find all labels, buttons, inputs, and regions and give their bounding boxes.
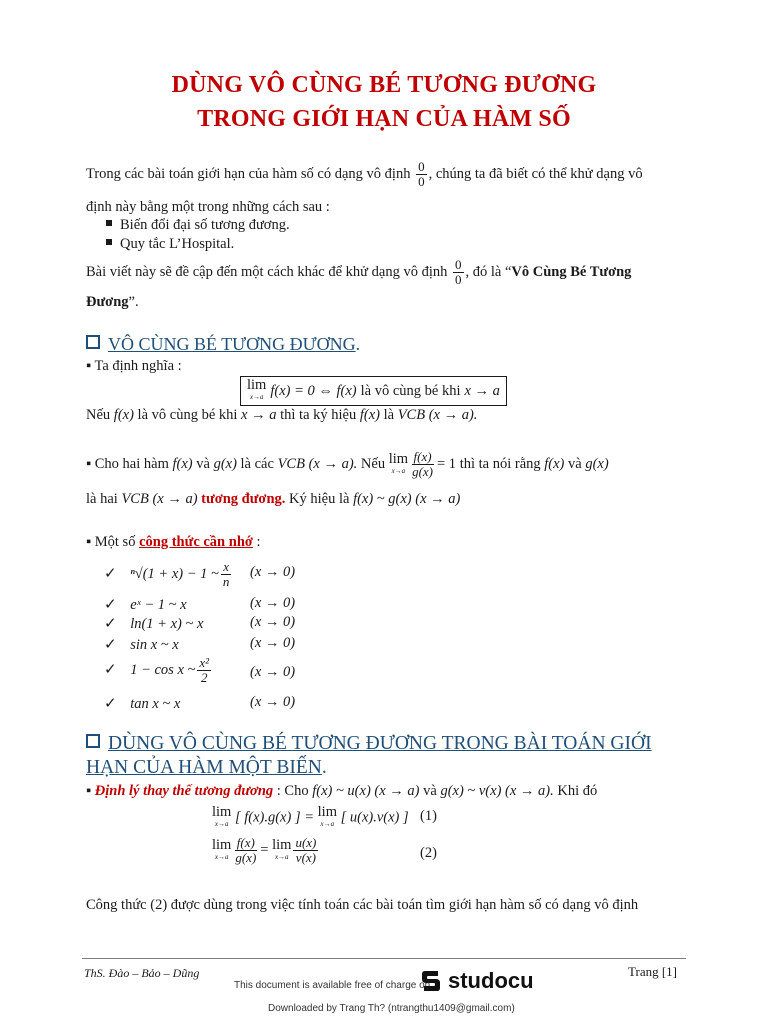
theorem-statement: ▪ Định lý thay thế tương đương : Cho f(x) ~ u(x) (x → a) và g(x) ~ v(x) (x → a). Khi đó	[86, 783, 598, 799]
intro-line-4: Đương”.	[86, 294, 139, 310]
definition-label: ▪ Ta định nghĩa :	[86, 358, 182, 374]
checkmark-icon: ✓	[104, 696, 117, 712]
formula-item-5: ✓ 1 − cos x ~ $\frac{\text{x²}}{2}$	[104, 655, 210, 685]
equation-2: lim x→a $\frac{f(x)}{g(x)}$ = lim x→a $\frac{u(x)}{v(x)}$	[212, 835, 317, 865]
formula-condition-5: (x → 0)	[250, 664, 296, 680]
formula-condition-6: (x → 0)	[250, 694, 296, 710]
fraction-zero-over-zero: $\frac{0}{0}$	[418, 159, 425, 189]
intro-line-3: Bài viết này sẽ đề cập đến một cách khác để khử dạng vô định $\frac{0}{0}$ , đó là “Vô Cùng Bé Tương	[86, 257, 632, 287]
definition-note: Nếu f(x) là vô cùng bé khi x → a thì ta ký hiệu f(x) là VCB (x → a).	[86, 407, 478, 423]
footer-notice: This document is available free of charge on	[234, 980, 431, 991]
studocu-icon	[418, 968, 444, 994]
definition-box: lim x→a f(x) = 0 ⇔ f(x) là vô cùng bé khi x → a	[240, 376, 507, 406]
equation-1-tag: (1)	[420, 808, 437, 824]
formula-condition-1: (x → 0)	[250, 564, 296, 580]
footer-page-number: Trang [1]	[628, 964, 677, 979]
method-item-1: Biến đổi đại số tương đương.	[106, 217, 290, 234]
section-1-heading: VÔ CÙNG BÉ TƯƠNG ĐƯƠNG.	[86, 334, 360, 355]
formula-condition-4: (x → 0)	[250, 635, 296, 651]
footer-divider	[82, 958, 686, 959]
footer-author: ThS. Đào – Bảo – Dũng	[84, 966, 200, 980]
formula-item-2: ✓ eˣ − 1 ~ x	[104, 597, 187, 613]
formula-condition-2: (x → 0)	[250, 595, 296, 611]
checkmark-icon: ✓	[104, 616, 117, 632]
limit-operator: lim x→a	[388, 450, 409, 475]
fraction-zero-over-zero-2: $\frac{0}{0}$	[455, 257, 462, 287]
bullet-icon	[106, 220, 112, 226]
studocu-logo[interactable]	[418, 968, 534, 994]
intro-line-1: Trong các bài toán giới hạn của hàm số có dạng vô định $\frac{0}{0}$ , chúng ta đã biết có thể khử dạng vô	[86, 159, 643, 189]
method-item-2: Quy tắc L’Hospital.	[106, 236, 234, 253]
formula-item-3: ✓ ln(1 + x) ~ x	[104, 616, 204, 632]
formula-item-4: ✓ sin x ~ x	[104, 637, 179, 653]
closing-text: Công thức (2) được dùng trong việc tính toán các bài toán tìm giới hạn hàm số có dạng vô định	[86, 897, 639, 913]
footer-downloaded: Downloaded by Trang Th? (ntrangthu1409@gmail.com)	[268, 1003, 515, 1014]
title-line-2: TRONG GIỚI HẠN CỦA HÀM SỐ	[197, 106, 571, 132]
comparison-line-2: là hai VCB (x → a) tương đương. Ký hiệu là f(x) ~ g(x) (x → a)	[86, 491, 461, 507]
checkmark-icon: ✓	[104, 637, 117, 653]
section-2-heading-line-2: HẠN CỦA HÀM MỘT BIẾN.	[86, 757, 327, 778]
section-2-heading-line-1: DÙNG VÔ CÙNG BÉ TƯƠNG ĐƯƠNG TRONG BÀI TOÁN GIỚI	[86, 733, 652, 755]
studocu-wordmark: studocu	[448, 968, 534, 993]
checkbox-square-icon	[86, 335, 100, 349]
checkmark-icon: ✓	[104, 597, 117, 613]
formula-item-1: ✓ ⁿ√(1 + x) − 1 ~ $\frac{x}{n}$	[104, 559, 230, 589]
formulas-label: ▪ Một số công thức cần nhớ :	[86, 534, 261, 550]
comparison-line-1: ▪ Cho hai hàm f(x) và g(x) là các VCB (x → a). Nếu lim x→a $\frac{f(x)}{g(x)}$ = 1 thì ta nói rằng f(x) và g(x)	[86, 449, 609, 479]
checkmark-icon: ✓	[104, 661, 117, 678]
checkbox-square-icon	[86, 734, 100, 748]
intro-line-2: định này bằng một trong những cách sau :	[86, 199, 330, 215]
formula-condition-3: (x → 0)	[250, 614, 296, 630]
limit-operator: lim x→a	[247, 377, 267, 401]
equation-2-tag: (2)	[420, 845, 437, 861]
checkmark-icon: ✓	[104, 565, 117, 582]
bullet-icon	[106, 239, 112, 245]
formula-item-6: ✓ tan x ~ x	[104, 696, 181, 712]
equation-1: lim x→a [ f(x).g(x) ] = lim x→a [ u(x).v(x) ]	[212, 804, 409, 828]
fraction-f-over-g: $\frac{f(x)}{g(x)}$	[412, 449, 433, 479]
title-line-1: DÙNG VÔ CÙNG BÉ TƯƠNG ĐƯƠNG	[171, 72, 597, 98]
